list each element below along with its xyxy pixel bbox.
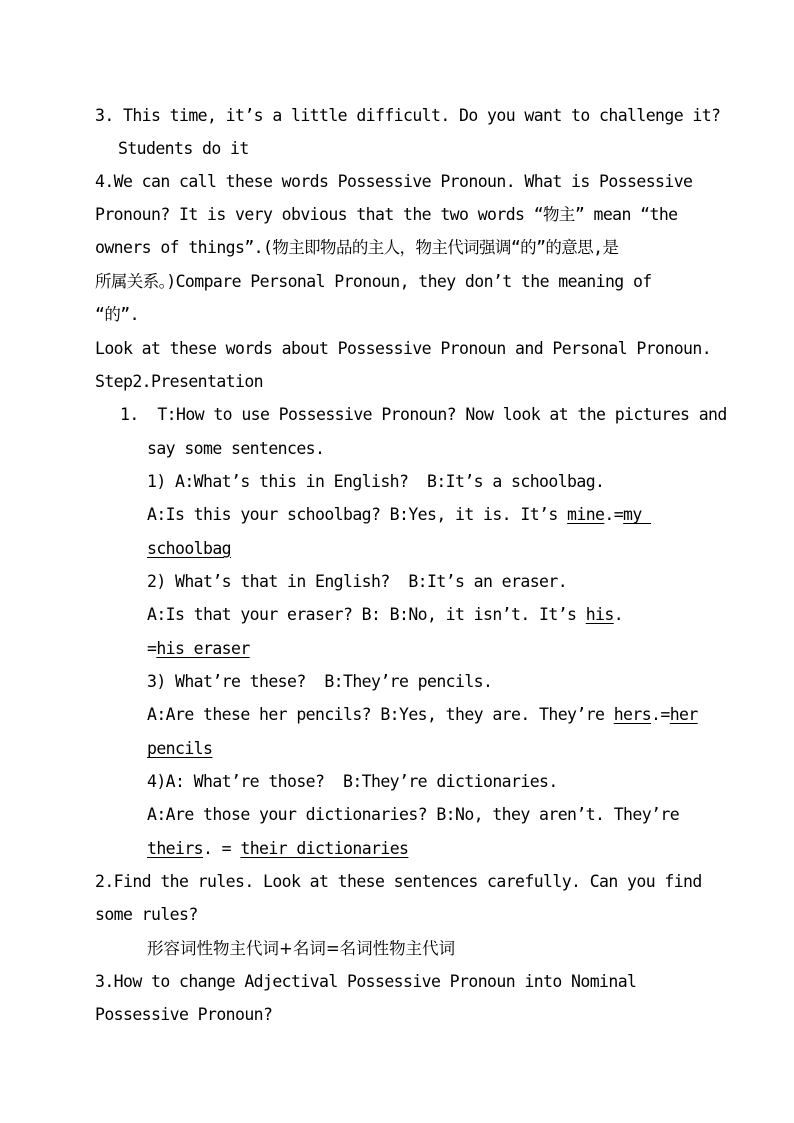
paragraph-4-line-1: 4.We can call these words Possessive Pronoun. What is Possessive: [95, 172, 693, 191]
underlined-word: schoolbag: [147, 539, 232, 558]
dialogue-2-answer-cont: [147, 639, 250, 659]
answer-text: .=: [651, 705, 670, 724]
dialogue-2-answer: [147, 605, 623, 625]
dialogue-2-question: 2) What’s that in English? B:It’s an eraser.: [147, 572, 568, 591]
grammar-rule: 形容词性物主代词+名词=名词性物主代词: [147, 939, 456, 958]
item-1-line-1: 1. T:How to use Possessive Pronoun? Now look at the pictures and: [120, 405, 727, 424]
step2-heading: Step2.Presentation: [95, 372, 264, 391]
paragraph-4-line-5: “的”.: [95, 305, 139, 324]
find-rules-line-2: some rules?: [95, 905, 198, 924]
underlined-word: his: [585, 605, 614, 624]
find-rules-line-1: 2.Find the rules. Look at these sentences carefully. Can you find: [95, 872, 702, 891]
paragraph-3-line-2: Students do it: [118, 139, 249, 158]
dialogue-4-answer: A:Are those your dictionaries? B:No, they aren’t. They’re: [147, 805, 680, 824]
answer-text: . =: [203, 839, 241, 858]
underlined-word: her: [669, 705, 698, 724]
paragraph-4-line-3: owners of things”.(物主即物品的主人，物主代词强调“的”的意思,是: [95, 238, 619, 257]
answer-text: .: [613, 605, 624, 624]
change-question-line-2: Possessive Pronoun?: [95, 1005, 273, 1024]
dialogue-1-question: 1) A:What’s this in English? B:It’s a schoolbag.: [147, 472, 605, 491]
dialogue-1-answer-cont: [147, 539, 231, 559]
underlined-word: their dictionaries: [240, 839, 409, 858]
dialogue-1-answer: [147, 505, 651, 525]
dialogue-4-answer-cont: [147, 839, 408, 859]
dialogue-3-question: 3) What’re these? B:They’re pencils.: [147, 672, 493, 691]
answer-text: .=: [604, 505, 624, 524]
dialogue-3-answer: [147, 705, 698, 725]
answer-text: A:Is that your eraser? B: B:No, it isn’t. It’s: [147, 605, 586, 624]
paragraph-4-line-2: Pronoun? It is very obvious that the two words “物主” mean “the: [95, 205, 678, 224]
change-question-line-1: 3.How to change Adjectival Possessive Pronoun into Nominal: [95, 972, 637, 991]
paragraph-4-line-4: 所属关系。)Compare Personal Pronoun, they don’t the meaning of: [95, 272, 652, 291]
underlined-word: theirs: [147, 839, 204, 858]
paragraph-3-line-1: 3. This time, it’s a little difficult. Do you want to challenge it?: [95, 106, 721, 125]
dialogue-4-question: 4)A: What’re those? B:They’re dictionaries.: [147, 772, 558, 791]
answer-text: A:Is this your schoolbag? B:Yes, it is. It’s: [147, 505, 568, 524]
dialogue-3-answer-cont: [147, 739, 212, 759]
item-1-line-2: say some sentences.: [147, 439, 325, 458]
answer-text: A:Are these her pencils? B:Yes, they are. They’re: [147, 705, 614, 724]
answer-text: =: [147, 639, 157, 658]
underlined-word: pencils: [147, 739, 213, 758]
underlined-word: my: [623, 505, 652, 524]
underlined-word: mine: [567, 505, 605, 524]
underlined-word: his eraser: [156, 639, 250, 658]
underlined-word: hers: [613, 705, 652, 724]
look-at-words-line: Look at these words about Possessive Pronoun and Personal Pronoun.: [95, 339, 712, 358]
